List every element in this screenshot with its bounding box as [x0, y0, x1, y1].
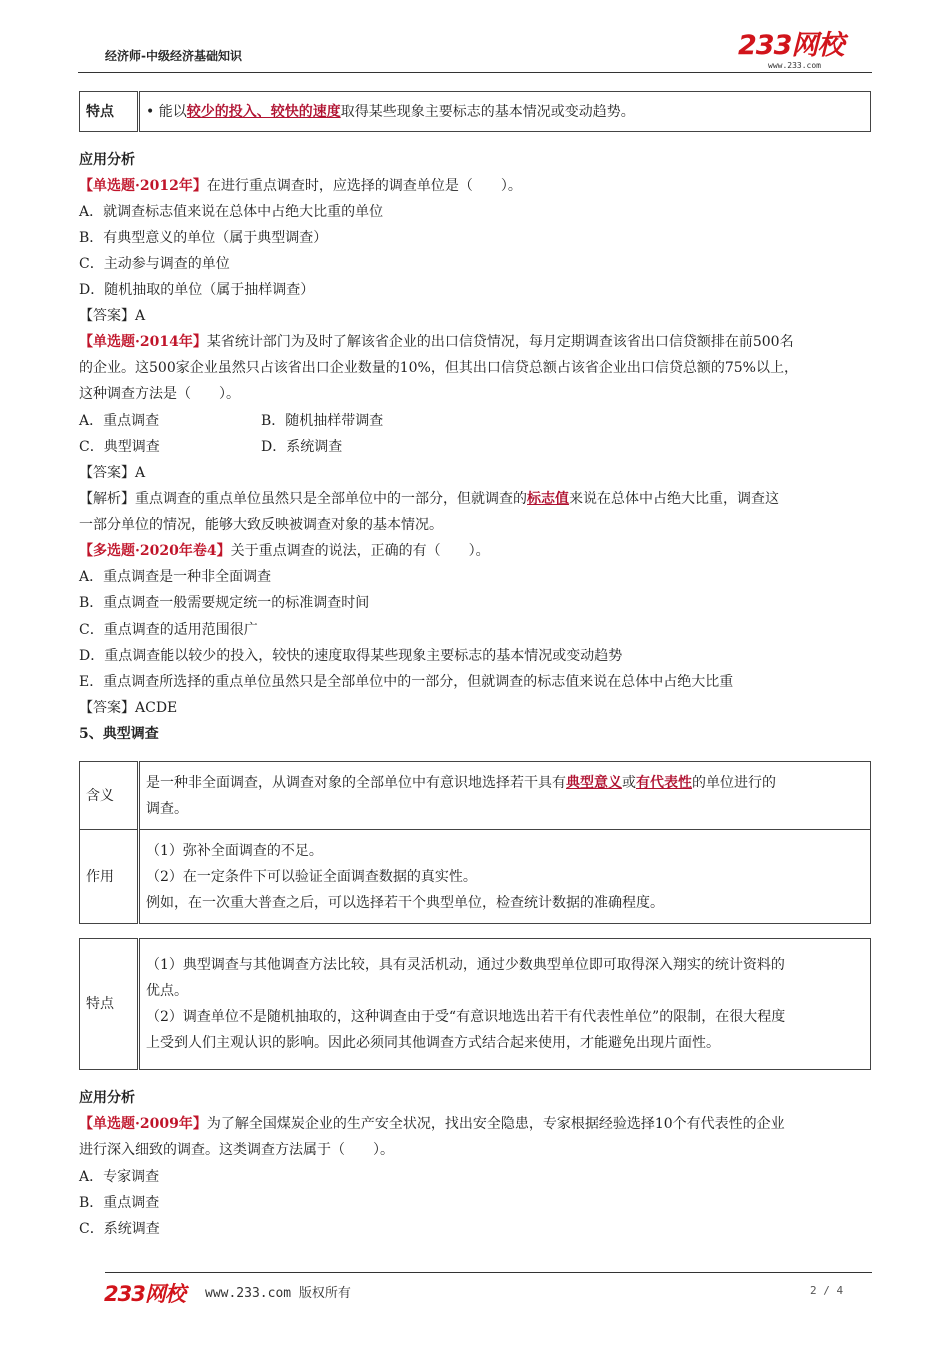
header-title: 经济师-中级经济基础知识 [105, 49, 242, 63]
page-number: 2 / 4 [810, 1284, 844, 1297]
answer: 【答案】A [79, 308, 146, 324]
meaning-content [139, 762, 871, 830]
meaning-text-mid: 或 [622, 774, 636, 791]
question-stem-line: 进行深入细致的调查。这类调查方法属于（ ）。 [79, 1142, 394, 1158]
question-tag: 【单选题·2009年】 [79, 1116, 207, 1132]
answer: 【答案】ACDE [79, 700, 178, 716]
question-2009 [79, 1114, 785, 1134]
feature-label: 特点 [80, 92, 139, 132]
option: B．重点调查一般需要规定统一的标准调查时间 [79, 595, 370, 611]
meaning-highlight-2: 有代表性 [636, 774, 692, 791]
feature-content [139, 939, 871, 1070]
analysis-text-post: 来说在总体中占绝大比重，调查这 [569, 491, 779, 507]
option: A．重点调查是一种非全面调查 [79, 569, 272, 585]
feature-label: 特点 [80, 939, 139, 1070]
feature-text-pre: 能以 [154, 103, 187, 120]
question-stem: 关于重点调查的说法，正确的有（ ）。 [230, 543, 490, 559]
feature-highlight: 较少的投入、较快的速度 [186, 103, 341, 120]
question-2020 [79, 541, 490, 561]
question-stem: 为了解全国煤炭企业的生产安全状况，找出安全隐患，专家根据经验选择10个有代表性的企业 [206, 1116, 785, 1132]
role-line: 例如，在一次重大普查之后，可以选择若干个典型单位，检查统计数据的准确程度。 [146, 894, 664, 911]
feature-line: 优点。 [146, 983, 188, 999]
option: C．主动参与调查的单位 [79, 256, 230, 272]
role-content [139, 830, 871, 924]
brand-logo-text: 233网校 [738, 30, 844, 61]
feature-content [139, 92, 871, 132]
question-stem: 某省统计部门为及时了解该省企业的出口信贷情况，每月定期调查该省出口信贷额排在前500名 [206, 334, 794, 350]
header-divider [78, 72, 872, 73]
typical-survey-table [79, 761, 871, 924]
footer-logo: 233网校 [104, 1282, 185, 1306]
option: D．重点调查能以较少的投入，较快的速度取得某些现象主要标志的基本情况或变动趋势 [79, 648, 623, 664]
question-stem-line: 这种调查方法是（ ）。 [79, 386, 240, 402]
option: D．随机抽取的单位（属于抽样调查） [79, 282, 315, 298]
question-tag: 【单选题·2014年】 [79, 334, 207, 350]
meaning-line-1 [146, 770, 858, 796]
option: A．就调查标志值来说在总体中占绝大比重的单位 [79, 204, 384, 220]
footer-divider [105, 1272, 872, 1273]
brand-logo-url: www.233.com [768, 61, 821, 70]
analysis-highlight: 标志值 [527, 491, 569, 507]
role-line: （2）在一定条件下可以验证全面调查数据的真实性。 [146, 868, 477, 885]
brand-logo [738, 32, 860, 76]
option: B．有典型意义的单位（属于典型调查） [79, 230, 328, 246]
question-2012 [79, 176, 522, 196]
question-tag: 【多选题·2020年卷4】 [79, 543, 231, 559]
section-heading-analysis: 应用分析 [79, 1090, 135, 1106]
option: C．典型调查 [79, 439, 160, 455]
option: B．重点调查 [79, 1195, 160, 1211]
feature-line: 上受到人们主观认识的影响。因此必须同其他调查方式结合起来使用，才能避免出现片面性。 [146, 1035, 720, 1051]
question-stem: 在进行重点调查时，应选择的调查单位是（ ）。 [206, 178, 522, 194]
meaning-text-pre: 是一种非全面调查，从调查对象的全部单位中有意识地选择若干具有 [146, 774, 566, 791]
option: C．重点调查的适用范围很广 [79, 622, 258, 638]
footer-copyright: www.233.com 版权所有 [205, 1286, 351, 1301]
feature-text-post: 取得某些现象主要标志的基本情况或变动趋势。 [340, 103, 635, 120]
role-line: （1）弥补全面调查的不足。 [146, 842, 323, 859]
option: A．专家调查 [79, 1169, 160, 1185]
meaning-line-2: 调查。 [146, 800, 188, 817]
option: C．系统调查 [79, 1221, 160, 1237]
meaning-text-post: 的单位进行的 [692, 774, 776, 791]
section-heading-analysis: 应用分析 [79, 152, 135, 168]
role-label: 作用 [80, 830, 139, 924]
question-tag: 【单选题·2012年】 [79, 178, 207, 194]
feature-table-key-survey [79, 91, 871, 132]
bullet: • [146, 103, 155, 120]
answer: 【答案】A [79, 465, 146, 481]
option: D．系统调查 [261, 439, 343, 455]
meaning-label: 含义 [80, 762, 139, 830]
question-2014 [79, 332, 794, 352]
question-stem-line: 的企业。这500家企业虽然只占该省出口企业数量的10%，但其出口信贷总额占该省企业出口信贷总额的75%以上， [79, 360, 798, 376]
analysis-text-pre: 【解析】重点调查的重点单位虽然只是全部单位中的一部分，但就调查的 [79, 491, 527, 507]
option: E．重点调查所选择的重点单位虽然只是全部单位中的一部分，但就调查的标志值来说在总体中占绝大比重 [79, 674, 734, 690]
analysis-line: 一部分单位的情况，能够大致反映被调查对象的基本情况。 [79, 517, 443, 533]
option: A．重点调查 [79, 413, 160, 429]
feature-line: （2）调查单位不是随机抽取的，这种调查由于受“有意识地选出若干有代表性单位”的限制，在很大程度 [146, 1009, 786, 1025]
section-heading-typical-survey: 5、典型调查 [79, 726, 159, 742]
option: B．随机抽样带调查 [261, 413, 384, 429]
typical-survey-feature-table [79, 938, 871, 1070]
meaning-highlight-1: 典型意义 [566, 774, 622, 791]
analysis [79, 489, 779, 509]
feature-line: （1）典型调查与其他调查方法比较，具有灵活机动，通过少数典型单位即可取得深入翔实的统计资料的 [146, 957, 785, 973]
